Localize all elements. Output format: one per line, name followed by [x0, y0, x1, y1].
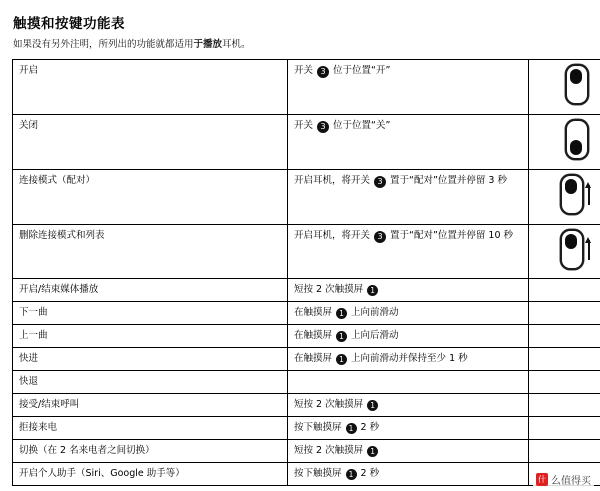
cell-icon [529, 348, 600, 371]
cell-action: 快退 [13, 371, 288, 394]
watermark-badge: 什 [538, 475, 546, 484]
arrow-up-icon [585, 179, 594, 209]
cell-action: 删除连接模式和列表 [13, 224, 288, 279]
cell-action: 关闭 [13, 115, 288, 170]
table-row [13, 302, 600, 325]
cell-icon [529, 279, 600, 302]
cell-description [288, 60, 529, 115]
cell-action: 开启/结束媒体播放 [13, 279, 288, 302]
desc-text-before: 开启耳机，将开关 [294, 229, 374, 241]
table-row [13, 115, 600, 170]
table-row [13, 224, 600, 279]
desc-text-before: 在触摸屏 [294, 307, 336, 319]
cell-action: 上一曲 [13, 325, 288, 348]
table-row [13, 169, 600, 224]
watermark-text: 么值得买 [551, 476, 591, 487]
table-row [13, 371, 600, 394]
desc-text-after: 位于位置“开” [330, 65, 391, 77]
switch-graphic-down [565, 119, 589, 160]
cell-action: 切换（在 2 名来电者之间切换） [13, 440, 288, 463]
cell-description [288, 371, 529, 394]
cell-icon [529, 224, 600, 279]
table-row [13, 440, 600, 463]
circled-number: 1 [336, 308, 347, 319]
page-subtitle [13, 39, 588, 51]
function-table [12, 59, 600, 486]
circled-number: 1 [336, 354, 347, 365]
watermark [533, 471, 594, 488]
cell-description [288, 348, 529, 371]
cell-icon [529, 169, 600, 224]
cell-description [288, 417, 529, 440]
cell-icon [529, 115, 600, 170]
page-title: 触摸和按键功能表 [13, 16, 125, 32]
desc-text-before: 开关 [294, 65, 317, 77]
cell-action: 快进 [13, 348, 288, 371]
cell-description [288, 325, 529, 348]
cell-action: 开启个人助手（Siri、Google 助手等） [13, 463, 288, 486]
desc-text-before: 短按 2 次触摸屏 [294, 284, 367, 296]
cell-icon [529, 440, 600, 463]
switch-icon [560, 174, 584, 215]
desc-text-before: 在触摸屏 [294, 353, 336, 365]
table-row [13, 417, 600, 440]
arrow-up-icon [585, 234, 594, 264]
table-row [13, 348, 600, 371]
circled-number: 1 [346, 423, 357, 434]
function-table-body [13, 60, 600, 486]
desc-text-before: 短按 2 次触摸屏 [294, 399, 367, 411]
switch-icon [565, 119, 589, 160]
switch-graphic-pairing [560, 229, 594, 270]
cell-description [288, 115, 529, 170]
switch-graphic-up [565, 64, 589, 105]
circled-number: 1 [367, 400, 378, 411]
cell-action: 下一曲 [13, 302, 288, 325]
cell-icon [529, 302, 600, 325]
switch-graphic-pairing [560, 174, 594, 215]
cell-icon [529, 60, 600, 115]
desc-text-after: 置于“配对”位置并停留 3 秒 [387, 174, 507, 186]
circled-number: 1 [346, 469, 357, 480]
desc-text-after: 置于“配对”位置并停留 10 秒 [387, 229, 514, 241]
desc-text-after: 2 秒 [357, 422, 380, 434]
desc-text-after: 上向前滑动 [348, 307, 399, 319]
subtitle-prefix: 如果没有另外注明，所列出的功能就都适用 [13, 39, 194, 50]
table-row [13, 463, 600, 486]
cell-icon [529, 371, 600, 394]
cell-icon [529, 417, 600, 440]
table-row [13, 60, 600, 115]
circled-number: 1 [367, 285, 378, 296]
circled-number: 3 [374, 231, 386, 243]
cell-icon [529, 394, 600, 417]
circled-number: 3 [374, 176, 386, 188]
cell-description [288, 169, 529, 224]
cell-description [288, 394, 529, 417]
cell-icon [529, 325, 600, 348]
cell-description [288, 302, 529, 325]
desc-text-before: 按下触摸屏 [294, 422, 345, 434]
desc-text-before: 开关 [294, 120, 317, 132]
circled-number: 1 [336, 331, 347, 342]
cell-description [288, 440, 529, 463]
desc-text-after: 2 秒 [357, 468, 380, 480]
circled-number: 3 [317, 66, 329, 78]
cell-description [288, 279, 529, 302]
cell-action: 开启 [13, 60, 288, 115]
table-row [13, 394, 600, 417]
cell-action: 接受/结束呼叫 [13, 394, 288, 417]
cell-action: 连接模式（配对） [13, 169, 288, 224]
switch-icon [565, 64, 589, 105]
circled-number: 1 [367, 446, 378, 457]
cell-action: 拒接来电 [13, 417, 288, 440]
table-row [13, 279, 600, 302]
cell-description [288, 463, 529, 486]
subtitle-bold: 于播放 [193, 39, 223, 50]
desc-text-after: 上向后滑动 [348, 330, 399, 342]
cell-description [288, 224, 529, 279]
subtitle-suffix: 耳机。 [222, 39, 251, 50]
desc-text-after: 上向前滑动并保持至少 1 秒 [348, 353, 468, 365]
table-row [13, 325, 600, 348]
circled-number: 3 [317, 121, 329, 133]
desc-text-before: 短按 2 次触摸屏 [294, 445, 367, 457]
desc-text-before: 按下触摸屏 [294, 468, 345, 480]
desc-text-after: 位于位置“关” [330, 120, 391, 132]
desc-text-before: 在触摸屏 [294, 330, 336, 342]
desc-text-before: 开启耳机，将开关 [294, 174, 374, 186]
switch-icon [560, 229, 584, 270]
